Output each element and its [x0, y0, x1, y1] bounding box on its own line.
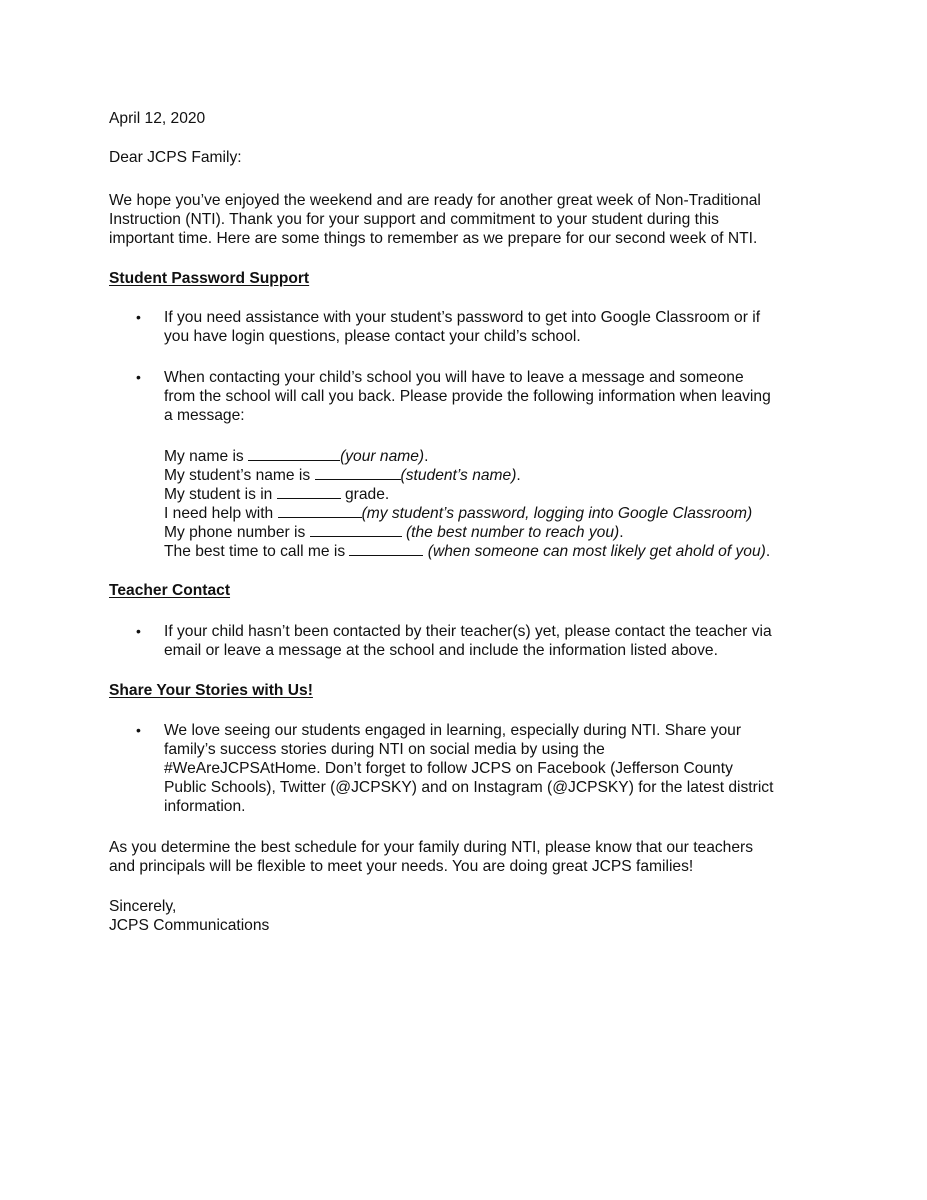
bullet-text: you have login questions, please contact your child’s school.: [164, 328, 581, 345]
form-line-grade: My student is in grade.: [164, 486, 390, 503]
form-line-help: I need help with (my student’s password, logging into Google Classroom): [164, 505, 753, 522]
form-line-name: My name is (your name).: [164, 448, 429, 465]
bullet-icon: •: [136, 722, 141, 738]
bullet-text: If you need assistance with your student’s password to get into Google Classroom or if: [164, 309, 761, 326]
intro-line: We hope you’ve enjoyed the weekend and are ready for another great week of Non-Traditional: [109, 192, 761, 209]
bullet-icon: •: [136, 309, 141, 325]
signoff: Sincerely,: [109, 898, 177, 915]
intro-line: important time. Here are some things to remember as we prepare for our second week of NTI.: [109, 230, 758, 247]
closing-line: and principals will be flexible to meet your needs. You are doing great JCPS families!: [109, 858, 694, 875]
bullet-icon: •: [136, 623, 141, 639]
grade-blank: [277, 484, 341, 499]
bullet-icon: •: [136, 369, 141, 385]
section-heading-password: Student Password Support: [109, 270, 310, 287]
letter-date: April 12, 2020: [109, 110, 206, 127]
form-line-time: The best time to call me is (when someone can most likely get ahold of you).: [164, 543, 771, 560]
form-line-student: My student’s name is (student’s name).: [164, 467, 521, 484]
bullet-text: We love seeing our students engaged in learning, especially during NTI. Share your: [164, 722, 742, 739]
time-blank: [349, 541, 423, 556]
intro-line: Instruction (NTI). Thank you for your support and commitment to your student during this: [109, 211, 719, 228]
bullet-text: Public Schools), Twitter (@JCPSKY) and on Instagram (@JCPSKY) for the latest district: [164, 779, 774, 796]
bullet-text: information.: [164, 798, 246, 815]
bullet-text: a message:: [164, 407, 245, 424]
student-blank: [315, 465, 401, 480]
bullet-text: If your child hasn’t been contacted by their teacher(s) yet, please contact the teacher via: [164, 623, 772, 640]
bullet-text: family’s success stories during NTI on social media by using the: [164, 741, 605, 758]
bullet-text: email or leave a message at the school and include the information listed above.: [164, 642, 718, 659]
form-line-phone: My phone number is (the best number to reach you).: [164, 524, 624, 541]
signature: JCPS Communications: [109, 917, 270, 934]
closing-line: As you determine the best schedule for your family during NTI, please know that our teachers: [109, 839, 754, 856]
name-blank: [248, 446, 340, 461]
section-heading-teacher: Teacher Contact: [109, 582, 231, 599]
greeting: Dear JCPS Family:: [109, 149, 242, 166]
bullet-text: from the school will call you back. Please provide the following information when leaving: [164, 388, 771, 405]
help-blank: [278, 503, 362, 518]
bullet-text: #WeAreJCPSAtHome. Don’t forget to follow JCPS on Facebook (Jefferson County: [164, 760, 733, 777]
bullet-text: When contacting your child’s school you will have to leave a message and someone: [164, 369, 744, 386]
phone-blank: [310, 522, 402, 537]
section-heading-stories: Share Your Stories with Us!: [109, 682, 313, 699]
